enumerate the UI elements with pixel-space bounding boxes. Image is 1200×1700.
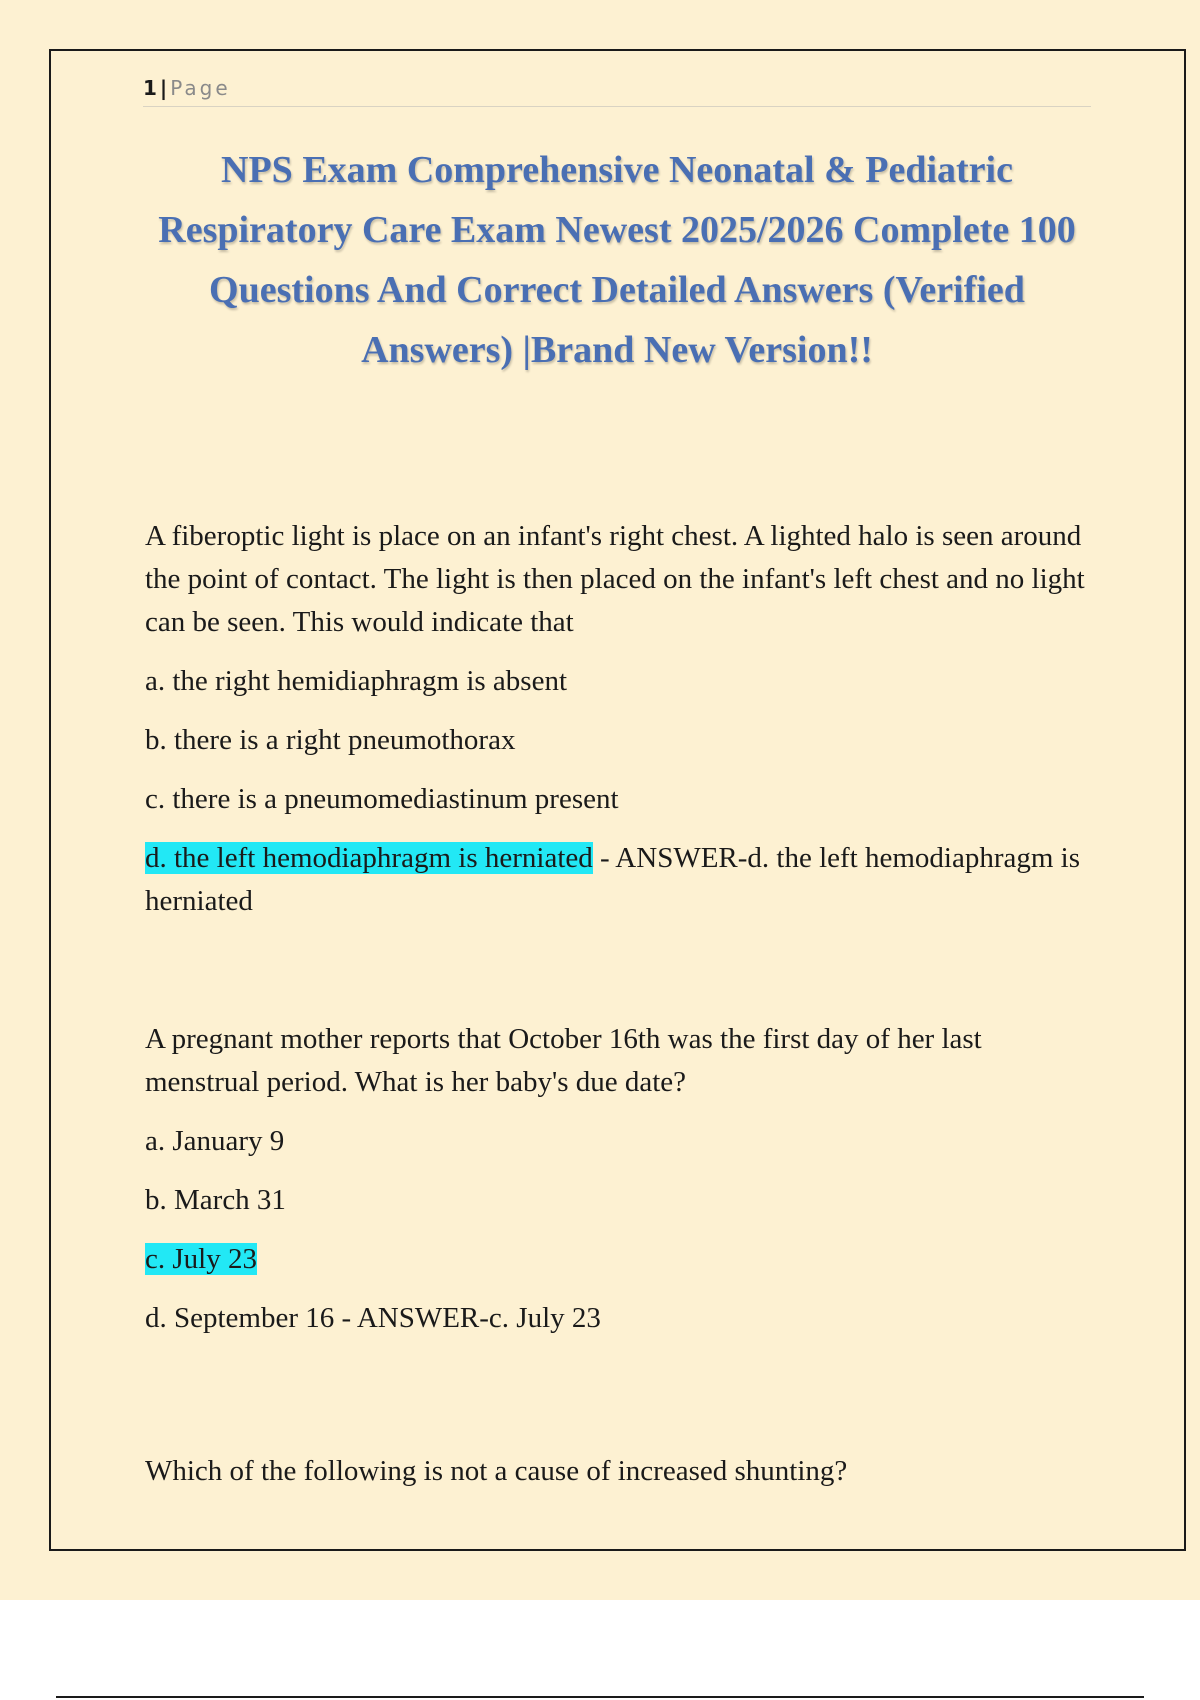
highlighted-answer: c. July 23 <box>145 1243 257 1275</box>
page-separator: | <box>159 76 168 100</box>
page-word: Page <box>170 76 231 100</box>
answer-option: c. there is a pneumomediastinum present <box>145 783 619 815</box>
answer-key: - ANSWER-d. the left hemodiaphragm is herniated <box>145 842 1081 917</box>
answer-option: b. there is a right pneumothorax <box>145 724 516 756</box>
question-stem: A fiberoptic light is place on an infant's right chest. A lighted halo is seen around the point of contact. The light is then placed on the infant's left chest and no light can be seen. This would indicate that <box>145 520 1085 638</box>
answer-option: a. the right hemidiaphragm is absent <box>145 665 568 697</box>
highlighted-answer: d. the left hemodiaphragm is herniated <box>145 842 593 874</box>
document-title: NPS Exam Comprehensive Neonatal & Pediatric Respiratory Care Exam Newest 2025/2026 Complete 100 Questions And Correct Detailed Answers (Verified Answers) |Brand New Version!! <box>158 149 1076 371</box>
spacer <box>145 1340 1090 1450</box>
question-1 <box>145 515 1090 923</box>
question-stem: Which of the following is not a cause of increased shunting? <box>145 1455 848 1487</box>
spacer <box>145 923 1090 1018</box>
answer-option-correct <box>145 837 1090 923</box>
question-stem: A pregnant mother reports that October 16th was the first day of her last menstrual period. What is her baby's due date? <box>145 1023 982 1098</box>
page-header <box>143 74 1091 107</box>
question-2 <box>145 1018 1090 1340</box>
answer-option: d. September 16 - ANSWER-c. July 23 <box>145 1302 601 1334</box>
answer-option: a. January 9 <box>145 1125 285 1157</box>
question-3 <box>145 1450 1090 1493</box>
page-number: 1 <box>143 76 157 100</box>
answer-option-correct <box>145 1238 1090 1281</box>
question-list <box>145 515 1090 1509</box>
answer-option: b. March 31 <box>145 1184 286 1216</box>
next-page-rule <box>56 1696 1144 1698</box>
